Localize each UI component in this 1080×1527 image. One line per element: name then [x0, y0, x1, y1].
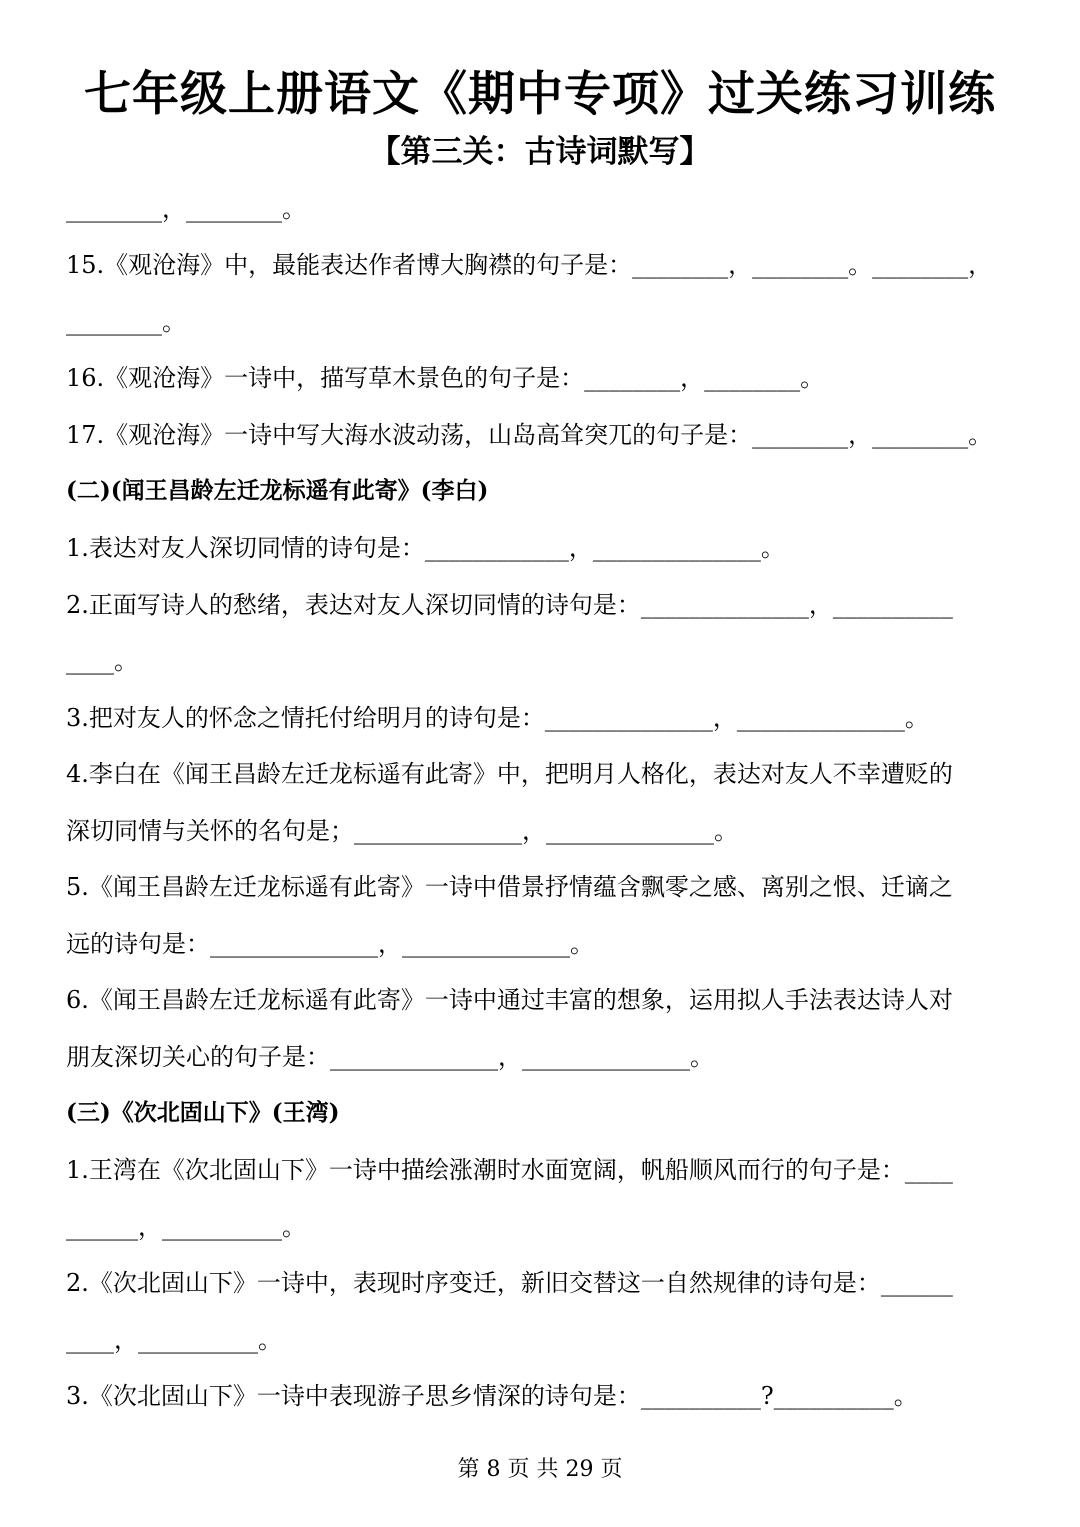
question-line: 1.王湾在《次北固山下》一诗中描绘涨潮时水面宽阔，帆船顺风而行的句子是：____	[66, 1156, 953, 1184]
question-line: 5.《闻王昌龄左迁龙标遥有此寄》一诗中借景抒情蕴含飘零之感、离别之恨、迁谪之	[66, 873, 953, 901]
question-line: 远的诗句是：______________，______________。	[66, 930, 594, 958]
question-line: 16.《观沧海》一诗中，描写草木景色的句子是：________，________。	[66, 364, 825, 392]
question-line: 2.正面写诗人的愁绪，表达对友人深切同情的诗句是：______________，__________	[66, 591, 953, 619]
question-line: 4.李白在《闻王昌龄左迁龙标遥有此寄》中，把明月人格化，表达对友人不幸遭贬的	[66, 760, 953, 788]
question-line: 朋友深切关心的句子是：______________，______________。	[66, 1043, 714, 1071]
page-title: 七年级上册语文《期中专项》过关练习训练	[84, 67, 996, 122]
section-subtitle: 【第三关：古诗词默写】	[369, 134, 711, 170]
question-line: ________，________。	[66, 195, 306, 223]
section-heading: (二)(闻王昌龄左迁龙标遥有此寄》(李白)	[66, 477, 489, 504]
question-line: 1.表达对友人深切同情的诗句是：____________，______________。	[66, 534, 785, 562]
question-line: ____。	[66, 647, 138, 675]
section-heading: (三)《次北固山下》(王湾)	[66, 1099, 340, 1126]
question-line: 深切同情与关怀的名句是；______________，______________。	[66, 817, 738, 845]
question-line: 17.《观沧海》一诗中写大海水波动荡，山岛高耸突兀的句子是：________，________。	[66, 421, 993, 449]
question-line: 2.《次北固山下》一诗中，表现时序变迁，新旧交替这一自然规律的诗句是：______	[66, 1269, 953, 1297]
question-line: ______，__________。	[66, 1213, 306, 1241]
question-line: ________。	[66, 308, 186, 336]
question-line: 15.《观沧海》中，最能表达作者博大胸襟的句子是：________，________。________，	[66, 251, 993, 279]
question-line: ____，__________。	[66, 1326, 282, 1354]
question-line: 6.《闻王昌龄左迁龙标遥有此寄》一诗中通过丰富的想象，运用拟人手法表达诗人对	[66, 986, 953, 1014]
question-line: 3.《次北固山下》一诗中表现游子思乡情深的诗句是：__________?__________。	[66, 1382, 918, 1410]
question-line: 3.把对友人的怀念之情托付给明月的诗句是：______________，______________。	[66, 704, 929, 732]
page-number: 第 8 页 共 29 页	[457, 1457, 623, 1482]
